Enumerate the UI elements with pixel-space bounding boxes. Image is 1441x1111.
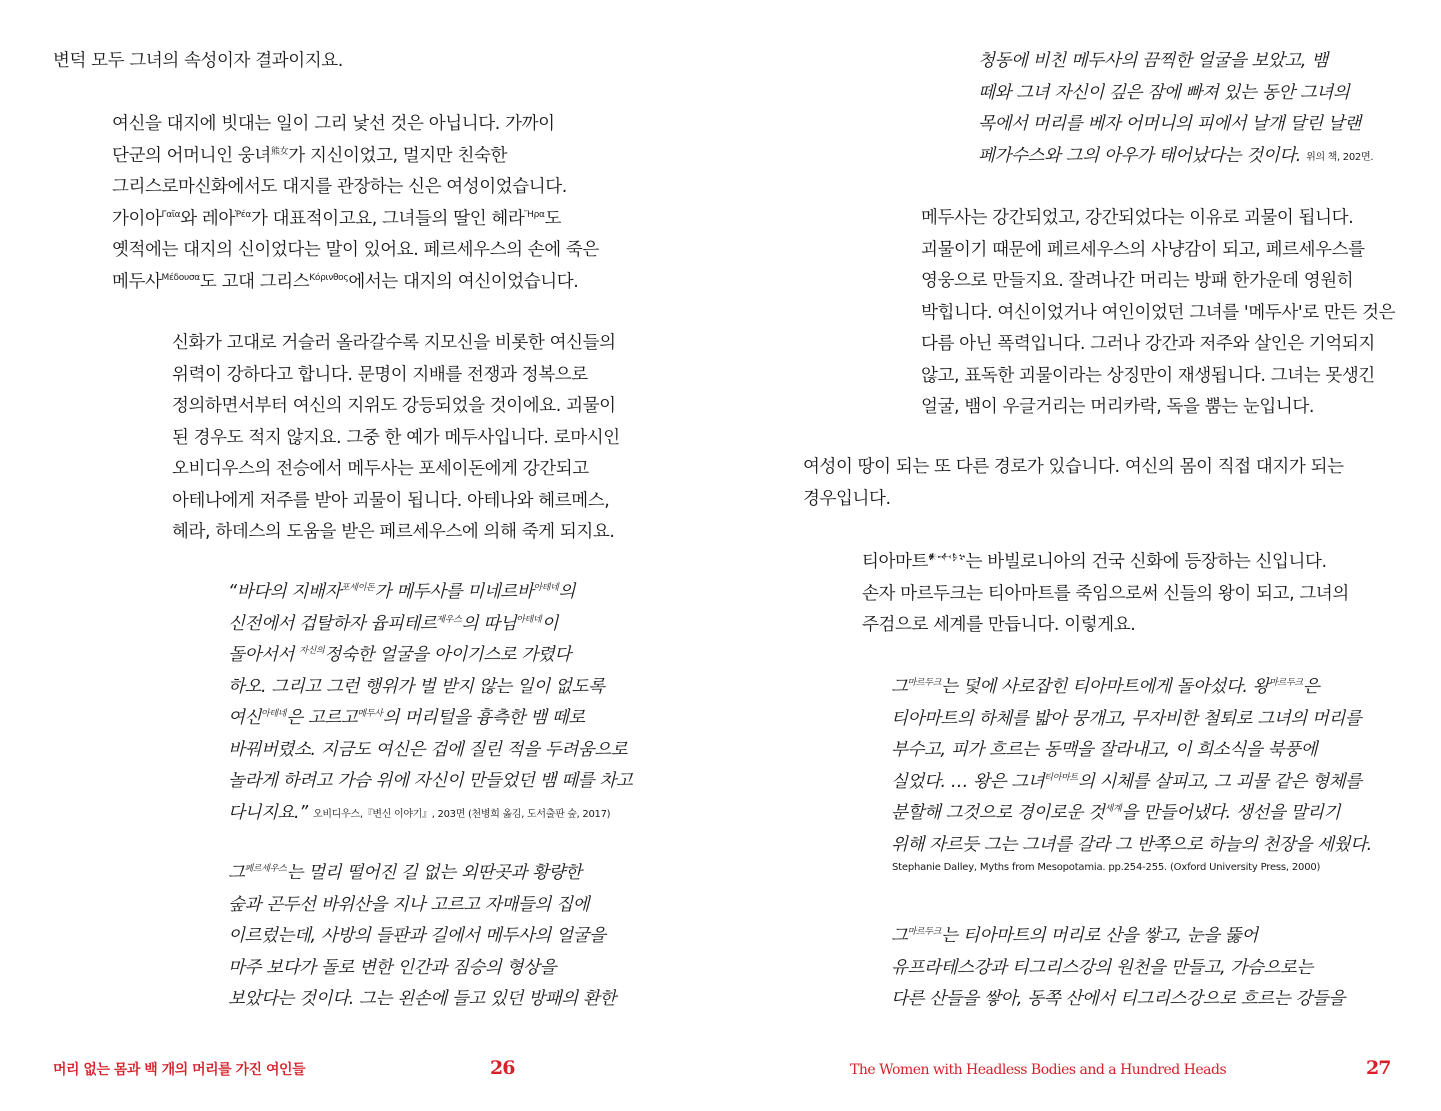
text-run: 는 멀리 떨어진 길 없는 외딴곳과 황량한 — [286, 863, 582, 883]
text-run: 에서는 대지의 여신이었습니다. — [348, 271, 579, 292]
text-line: 않고, 표독한 괴물이라는 상징만이 재생됩니다. 그녀는 못생긴 — [921, 365, 1375, 386]
gloss-superscript: 마르두크 — [907, 678, 942, 688]
text-line — [862, 547, 1349, 579]
text-line — [228, 735, 632, 767]
text-run: 이 — [541, 613, 558, 634]
gloss-superscript: 아테네 — [516, 614, 542, 625]
gloss-superscript: 세계 — [1104, 804, 1122, 814]
text-line: 박힙니다. 여신이었거나 여인이었던 그녀를 '메두사'로 만든 것은 — [921, 302, 1396, 323]
gloss-superscript: 아테네 — [533, 583, 559, 593]
text-line — [228, 703, 632, 735]
text-line — [228, 984, 616, 1016]
text-line — [112, 141, 599, 173]
gloss-superscript: Μέδουσα — [161, 272, 200, 283]
text-line: 메두사는 강간되었고, 강간되었다는 이유로 괴물이 됩니다. — [921, 208, 1354, 228]
citation-dalley: Stephanie Dalley, Myths from Mesopotamia. pp.254-255. (Oxford University Press, 2000) — [892, 862, 1321, 873]
text-run: 다니지요.” — [228, 802, 314, 823]
text-run: 다른 산들을 쌓아, 동쪽 산에서 티그리스강으로 흐르는 강들을 — [891, 989, 1345, 1009]
text-line — [891, 921, 1345, 953]
text-line: 신화가 고대로 거슬러 올라갈수록 지모신을 비롯한 여신들의 — [172, 333, 616, 353]
text-line — [891, 704, 1372, 736]
page-number-left: 26 — [490, 1057, 515, 1079]
text-line: 정의하면서부터 여신의 지위도 강등되었을 것이에요. 괴물이 — [172, 396, 616, 416]
text-line: 다름 아닌 폭력입니다. 그러나 강간과 저주와 살인은 기억되지 — [921, 334, 1375, 354]
gloss-superscript: Ῥέα — [234, 209, 252, 220]
text-line — [978, 141, 1373, 173]
text-run: 페가수스와 그의 아우가 태어났다는 것이다. — [978, 145, 1307, 166]
text-run: 그 — [891, 677, 908, 697]
text-run: 의 — [558, 582, 576, 602]
running-footer-title-en: The Women with Headless Bodies and a Hundred Heads — [850, 1062, 1227, 1078]
text-run: 메두사 — [112, 271, 162, 292]
text-run: 와 레아 — [180, 208, 235, 229]
text-run: 도 — [544, 208, 562, 229]
text-run: 여신을 대지에 빗대는 일이 그리 낯선 것은 아닙니다. 가까이 — [112, 114, 555, 134]
text-line — [112, 235, 599, 267]
text-line — [228, 858, 616, 890]
text-run: 신전에서 겁탈하자 윱피테르 — [228, 613, 437, 634]
text-run: 그 — [891, 926, 908, 946]
text-run: 청동에 비친 메두사의 끔찍한 얼굴을 보았고, 뱀 — [978, 51, 1328, 71]
text-run: 는 바빌로니아의 건국 신화에 등장하는 신입니다. — [965, 552, 1327, 572]
paragraph-medusa-violence — [921, 203, 1395, 424]
text-run: 돌아서서 — [228, 645, 300, 665]
text-line — [862, 579, 1349, 611]
text-line — [862, 610, 1349, 642]
text-run: 그리스로마신화에서도 대지를 관장하는 신은 여성이었습니다. — [112, 177, 567, 197]
text-line: 오비디우스의 전승에서 메두사는 포세이돈에게 강간되고 — [172, 459, 589, 479]
text-run: 의 따님 — [461, 613, 517, 634]
gloss-superscript: 마르두크 — [1269, 678, 1303, 688]
gloss-superscript: 페르세우스 — [244, 864, 287, 874]
text-run: 도 고대 그리스 — [199, 271, 310, 292]
right-page — [720, 0, 1441, 1111]
text-line: 여성이 땅이 되는 또 다른 경로가 있습니다. 여신의 몸이 직접 대지가 되는 — [803, 457, 1344, 477]
gloss-superscript: Γαῖα — [161, 209, 181, 220]
text-run: 가 메두사를 미네르바 — [374, 582, 534, 602]
gloss-superscript: 포세이돈 — [340, 583, 375, 593]
quote-ovid — [228, 577, 632, 829]
text-run: 가이아 — [112, 208, 162, 229]
text-run: 실었다. … 왕은 그녀 — [891, 771, 1045, 792]
text-line: 변덕 모두 그녀의 속성이자 결과이지요. — [53, 51, 343, 71]
text-run: 목에서 머리를 베자 어머니의 피에서 날개 달린 날랜 — [978, 114, 1361, 134]
text-line: 얼굴, 뱀이 우글거리는 머리카락, 독을 뿜는 눈입니다. — [921, 397, 1315, 417]
text-run: 위해 자르듯 그는 그녀를 갈라 그 반쪽으로 하늘의 천장을 세웠다. — [891, 834, 1372, 855]
text-line — [891, 672, 1372, 704]
text-run: 단군의 어머니인 웅녀 — [112, 145, 271, 166]
left-page — [0, 0, 720, 1111]
text-line — [978, 78, 1373, 110]
gloss-superscript: 티아마트 — [1044, 772, 1078, 783]
text-line: 된 경우도 적지 않지요. 그중 한 예가 메두사입니다. 로마시인 — [172, 427, 620, 448]
text-run: 하오. 그리고 그런 행위가 벌 받지 않는 일이 없도록 — [228, 676, 605, 697]
text-line — [978, 46, 1373, 78]
text-line — [891, 953, 1345, 985]
text-line — [228, 766, 632, 798]
text-run: 는 덫에 사로잡힌 티아마트에게 돌아섰다. 왕 — [941, 677, 1270, 697]
text-line: 경우입니다. — [803, 488, 891, 509]
text-line: 괴물이기 때문에 페르세우스의 사냥감이 되고, 페르세우스를 — [921, 239, 1365, 260]
text-line — [891, 984, 1345, 1016]
text-run: 은 고르고 — [286, 708, 358, 728]
text-line: 위력이 강하다고 합니다. 문명이 지배를 전쟁과 정복으로 — [172, 364, 588, 385]
quote-marduk-1 — [891, 672, 1372, 861]
gloss-superscript: 메두사 — [357, 709, 383, 719]
gloss-superscript: 제우스 — [436, 614, 462, 625]
citation: 위의 책, 202면. — [1306, 151, 1374, 163]
paragraph-earth-goddess — [112, 109, 599, 298]
text-line — [228, 577, 632, 609]
text-line — [112, 267, 599, 299]
quote-marduk-2 — [891, 921, 1345, 1016]
text-line — [228, 890, 616, 922]
text-run: 보았다는 것이다. 그는 왼손에 들고 있던 방패의 환한 — [228, 989, 616, 1009]
text-run: 가 지신이었고, 멀지만 친숙한 — [288, 145, 507, 166]
citation: 오비디우스,『변신 이야기』, 203면 (천병희 옮김, 도서출판 숲, 2017) — [313, 808, 611, 820]
text-line — [112, 109, 599, 141]
paragraph-medusa-myth — [172, 328, 620, 549]
text-run: 은 — [1302, 677, 1320, 697]
paragraph-body-as-land — [803, 452, 1344, 515]
text-run: 놀라게 하려고 가슴 위에 자신이 만들었던 뱀 떼를 차고 — [228, 771, 633, 791]
text-run: 옛적에는 대지의 신이었다는 말이 있어요. 페르세우스의 손에 죽은 — [112, 240, 599, 260]
text-run: 는 티아마트의 머리로 산을 쌓고, 눈을 뚫어 — [941, 926, 1258, 946]
text-run: “바다의 지배자 — [228, 582, 341, 602]
quote-perseus — [228, 858, 616, 1016]
text-run: 을 만들어냈다. 생선을 말리기 — [1121, 803, 1341, 823]
text-line — [112, 172, 599, 204]
text-run: 분할해 그것으로 경이로운 것 — [891, 803, 1105, 823]
gloss-superscript: 熊女 — [270, 146, 289, 157]
text-run: 주검으로 세계를 만듭니다. 이렇게요. — [862, 615, 1136, 635]
text-line — [228, 953, 616, 985]
gloss-superscript: Κόρινθος — [309, 272, 349, 283]
text-run: 티아마트의 하체를 밟아 뭉개고, 무자비한 철퇴로 그녀의 머리를 — [891, 708, 1362, 729]
text-run: 숲과 곤두선 바위산을 지나 고르고 자매들의 집에 — [228, 894, 590, 915]
text-run: 손자 마르두크는 티아마트를 죽임으로써 신들의 왕이 되고, 그녀의 — [862, 583, 1349, 604]
text-run: 여신 — [228, 708, 262, 728]
gloss-superscript: 자신의 — [299, 646, 325, 656]
text-line — [891, 767, 1372, 799]
text-run: 마주 보다가 돌로 변한 인간과 짐승의 형상을 — [228, 957, 557, 978]
gloss-superscript: Ἥρα — [524, 209, 545, 220]
text-run: 이르렀는데, 사방의 들판과 길에서 메두사의 얼굴을 — [228, 926, 606, 946]
text-line — [891, 798, 1372, 830]
text-line — [228, 798, 632, 830]
text-line — [228, 921, 616, 953]
running-footer-title-ko: 머리 없는 몸과 백 개의 머리를 가진 여인들 — [53, 1062, 306, 1078]
text-run: 그 — [228, 863, 245, 883]
text-run: 정숙한 얼굴을 아이기스로 가렸다 — [324, 645, 571, 665]
gloss-superscript: 마르두크 — [907, 927, 942, 937]
text-run: 바꿔버렸소. 지금도 여신은 겁에 질린 적을 두려움으로 — [228, 739, 628, 760]
text-line — [228, 640, 632, 672]
text-run: 의 시체를 살피고, 그 괴물 같은 형체를 — [1077, 771, 1362, 792]
text-line — [978, 109, 1373, 141]
text-line: 영웅으로 만들지요. 잘려나간 머리는 방패 한가운데 영원히 — [921, 271, 1354, 291]
gloss-superscript: 𒀭𒋾𒊩𒆳 — [928, 553, 966, 563]
text-line — [228, 672, 632, 704]
text-line — [228, 609, 632, 641]
paragraph-tiamat — [862, 547, 1349, 642]
text-line: 아테나에게 저주를 받아 괴물이 됩니다. 아테나와 헤르메스, — [172, 490, 610, 511]
text-line — [112, 204, 599, 236]
text-line — [891, 830, 1372, 862]
text-run: 티아마트 — [862, 552, 929, 572]
quote-perseus-continued — [978, 46, 1373, 172]
text-run: 떼와 그녀 자신이 깊은 잠에 빠져 있는 동안 그녀의 — [978, 82, 1350, 103]
text-run: 부수고, 피가 흐르는 동맥을 잘라내고, 이 희소식을 북풍에 — [891, 740, 1318, 760]
text-run: 의 머리털을 흉측한 뱀 떼로 — [382, 708, 585, 728]
text-line: 헤라, 하데스의 도움을 받은 페르세우스에 의해 죽게 되지요. — [172, 522, 615, 542]
text-run: 가 대표적이고요, 그녀들의 딸인 헤라 — [251, 208, 525, 229]
paragraph-intro — [53, 46, 343, 78]
gloss-superscript: 아테네 — [261, 709, 287, 719]
text-run: 유프라테스강과 티그리스강의 원천을 만들고, 가슴으로는 — [891, 957, 1313, 978]
page-number-right: 27 — [1366, 1057, 1391, 1079]
text-line — [891, 735, 1372, 767]
